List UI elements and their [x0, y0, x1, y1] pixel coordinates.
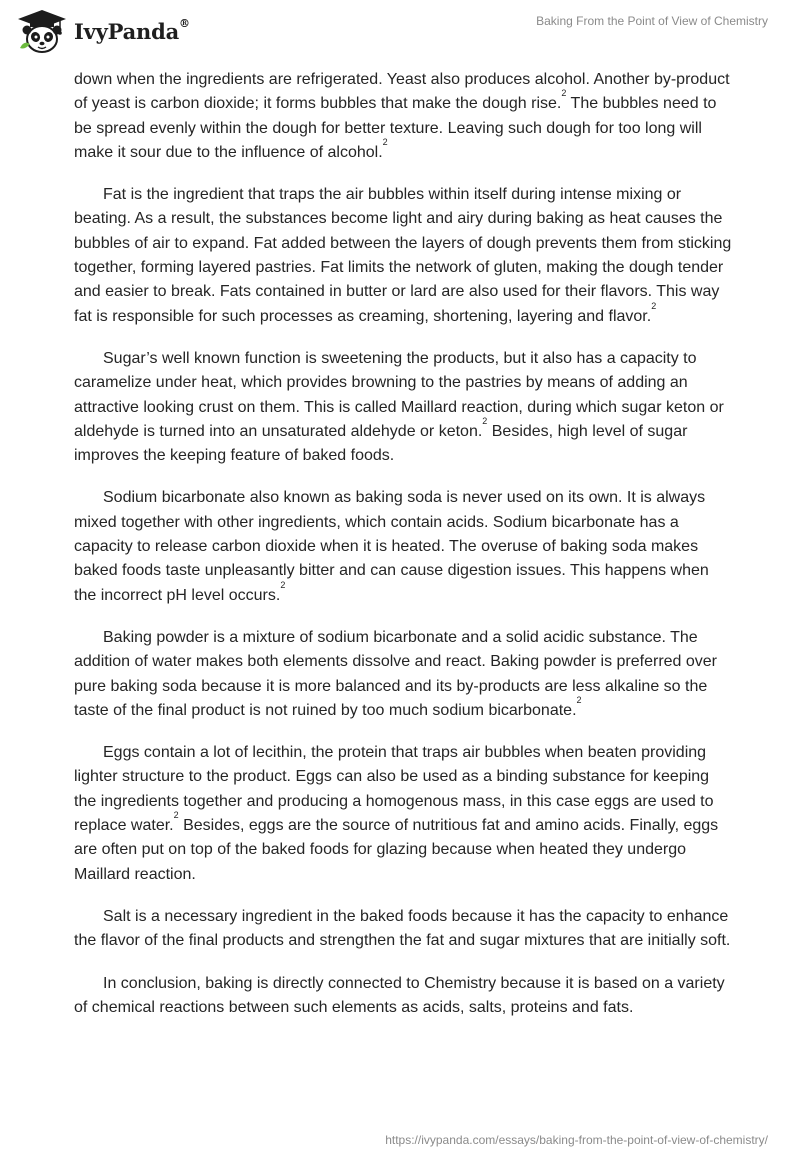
document-title: Baking From the Point of View of Chemistry	[536, 14, 768, 28]
brand-name	[74, 16, 190, 44]
footnote-reference[interactable]: 2	[482, 415, 488, 426]
footnote-reference[interactable]: 2	[280, 579, 286, 590]
brand-text: IvyPanda	[74, 18, 180, 44]
registered-mark: ®	[179, 16, 190, 30]
paragraph-text: Baking powder is a mixture of sodium bicarbonate and a solid acidic substance. The addition of water makes both elements dissolve and react. Baking powder is preferred over pure baking soda because it is more balanced and its by-products are less alkaline so the taste of the final product is not ruined by too much sodium bicarbonate.	[74, 628, 718, 719]
paragraph-text: Salt is a necessary ingredient in the baked foods because it has the capacity to enhance the flavor of the final products and strengthen the fat and sugar mixtures that are initially soft.	[74, 907, 731, 950]
paragraph-text: In conclusion, baking is directly connected to Chemistry because it is based on a variety of chemical reactions between such elements as acids, salts, proteins and fats.	[74, 974, 725, 1016]
paragraph-conclusion	[74, 972, 734, 1021]
source-url[interactable]: https://ivypanda.com/essays/baking-from-the-point-of-view-of-chemistry/	[385, 1133, 768, 1147]
footnote-reference[interactable]: 2	[561, 88, 567, 99]
panda-graduate-icon	[16, 8, 68, 54]
paragraph-soda	[74, 486, 734, 607]
footnote-reference[interactable]: 2	[651, 300, 657, 311]
paragraph-fat	[74, 183, 734, 329]
ivypanda-logo[interactable]	[16, 8, 190, 54]
essay-body	[74, 68, 734, 1038]
paragraph-text: The bubbles need to be spread evenly within the dough for better texture. Leaving such dough for too long will make it sour due to the influence of alcohol.	[74, 95, 717, 161]
paragraph-text: Sodium bicarbonate also known as baking soda is never used on its own. It is always mixed together with other ingredients, which contain acids. Sodium bicarbonate has a capacity to release carbon dioxide when it is heated. The overuse of baking soda makes baked foods taste unpleasantly bitter and can cause digestion issues. This happens when the incorrect pH level occurs.	[74, 489, 709, 604]
paragraph-text: Besides, high level of sugar improves the keeping feature of baked foods.	[74, 422, 688, 465]
paragraph-text: Eggs contain a lot of lecithin, the protein that traps air bubbles when beaten providing lighter structure to the product. Eggs can also be used as a binding substance for keeping the ingredients together and producing a homogenous mass, in this case eggs are used to replace water.	[74, 744, 714, 835]
paragraph-yeast	[74, 68, 734, 165]
paragraph-text: Sugar’s well known function is sweetening the products, but it also has a capacity to caramelize under heat, which provides browning to the pastries by means of adding an attractive looking crust on them. This is called Maillard reaction, during which sugar keton or aldehyde is turned into an unsaturated aldehyde or keton.	[74, 349, 724, 440]
footnote-reference[interactable]: 2	[173, 810, 179, 821]
footnote-reference[interactable]: 2	[382, 136, 388, 147]
paragraph-sugar	[74, 347, 734, 468]
paragraph-text: Besides, eggs are the source of nutritious fat and amino acids. Finally, eggs are often put on top of the baked foods for glazing because when heated they undergo Maillard reaction.	[74, 817, 719, 883]
page-header	[0, 0, 800, 62]
paragraph-text: Fat is the ingredient that traps the air bubbles within itself during intense mixing or beating. As a result, the substances become light and airy during baking as heat causes the bubbles of air to expand. Fat added between the layers of dough prevents them from sticking together, forming layered pastries. Fat limits the network of gluten, making the dough tender and easier to break. Fats contained in butter or lard are also used for their flavors. This way fat is responsible for such processes as creaming, shortening, layering and flavor.	[74, 186, 732, 325]
paragraph-text: down when the ingredients are refrigerated. Yeast also produces alcohol. Another by-product of yeast is carbon dioxide; it forms bubbles that make the dough rise.	[74, 71, 730, 113]
paragraph-powder	[74, 626, 734, 723]
footnote-reference[interactable]: 2	[576, 694, 582, 705]
paragraph-salt	[74, 905, 734, 954]
paragraph-eggs	[74, 741, 734, 887]
